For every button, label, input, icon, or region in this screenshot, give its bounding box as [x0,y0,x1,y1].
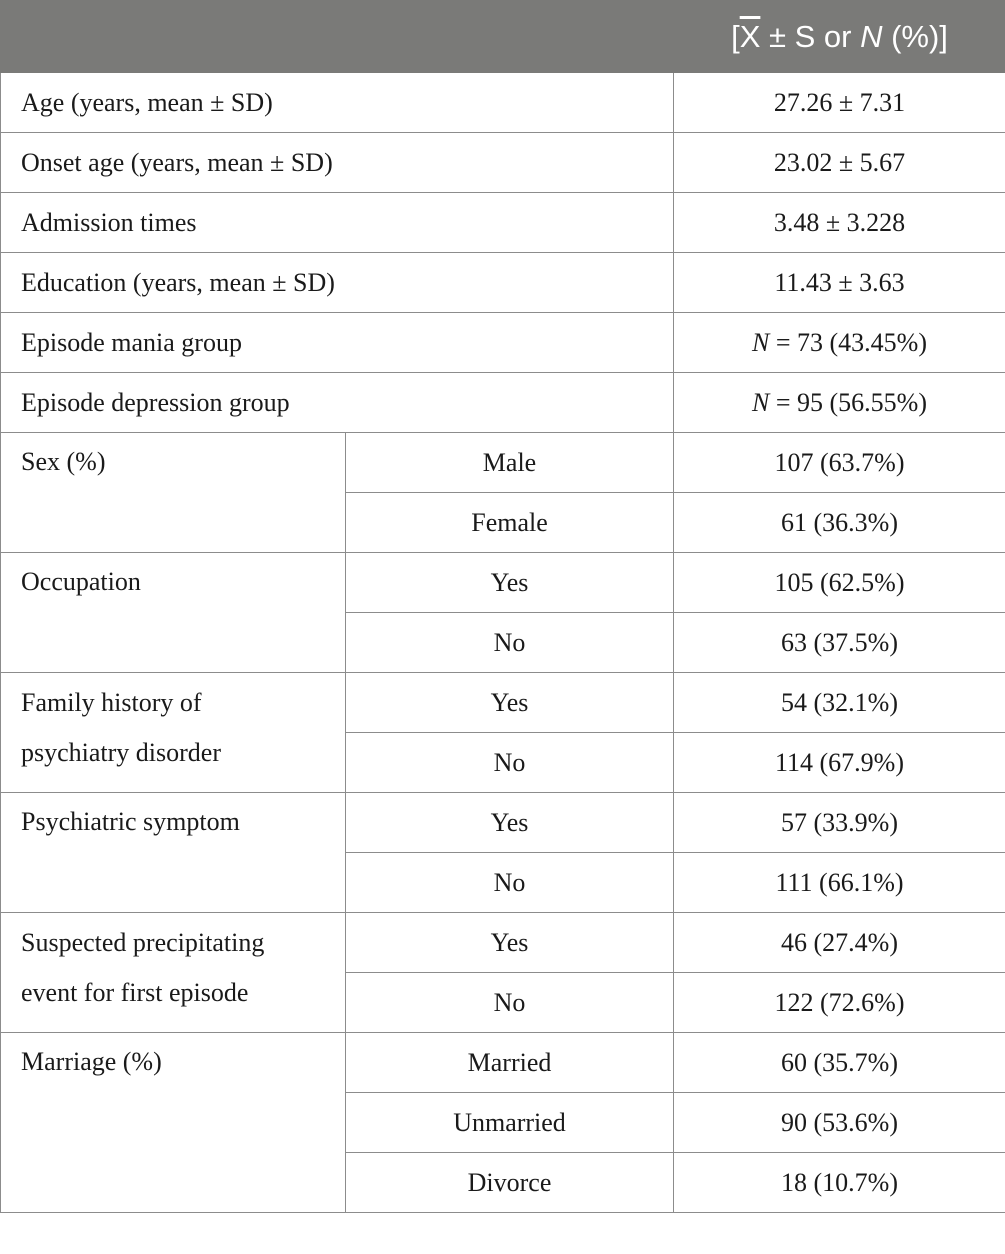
row-value: 57 (33.9%) [674,793,1005,853]
table-row [1,553,1005,613]
n-symbol: N [752,327,770,357]
row-label: Onset age (years, mean ± SD) [1,133,674,193]
row-value: 61 (36.3%) [674,493,1005,553]
row-value: 46 (27.4%) [674,913,1005,973]
sub-label: Unmarried [346,1093,674,1153]
group-label: Marriage (%) [1,1033,346,1213]
group-label: Suspected precipitating event for first episode [1,913,346,1033]
table-row [1,913,1005,973]
row-label: Episode mania group [1,313,674,373]
row-value: 11.43 ± 3.63 [674,253,1005,313]
row-label: Episode depression group [1,373,674,433]
table-row [1,133,1005,193]
table-row [1,673,1005,733]
group-label: Sex (%) [1,433,346,553]
sub-label: Yes [346,793,674,853]
row-value: 122 (72.6%) [674,973,1005,1033]
table-row [1,433,1005,493]
row-value: 90 (53.6%) [674,1093,1005,1153]
row-value: 23.02 ± 5.67 [674,133,1005,193]
row-value: 54 (32.1%) [674,673,1005,733]
header-stat-label: [$\overline{X} \pm S$ or N (%)] [674,1,1005,73]
row-value: N = 95 (56.55%) [674,373,1005,433]
header-row [1,1,1005,73]
sub-label: No [346,973,674,1033]
row-value: 105 (62.5%) [674,553,1005,613]
row-value: 18 (10.7%) [674,1153,1005,1213]
table-row [1,73,1005,133]
row-value: 60 (35.7%) [674,1033,1005,1093]
sub-label: Yes [346,913,674,973]
sub-label: Married [346,1033,674,1093]
row-value: N = 73 (43.45%) [674,313,1005,373]
table-row [1,193,1005,253]
sub-label: No [346,853,674,913]
row-value: 63 (37.5%) [674,613,1005,673]
n-symbol: N [752,387,770,417]
group-label: Psychiatric symptom [1,793,346,913]
sub-label: No [346,733,674,793]
table-row [1,1033,1005,1093]
sub-label: Yes [346,673,674,733]
sub-label: Male [346,433,674,493]
group-label: Occupation [1,553,346,673]
table-row [1,313,1005,373]
row-label: Education (years, mean ± SD) [1,253,674,313]
row-value: 111 (66.1%) [674,853,1005,913]
row-value: 114 (67.9%) [674,733,1005,793]
row-value: 3.48 ± 3.228 [674,193,1005,253]
sub-label: Yes [346,553,674,613]
table-row [1,253,1005,313]
header-blank [1,1,674,73]
row-label: Admission times [1,193,674,253]
table-row [1,793,1005,853]
row-label: Age (years, mean ± SD) [1,73,674,133]
row-value: 107 (63.7%) [674,433,1005,493]
row-value: 27.26 ± 7.31 [674,73,1005,133]
group-label: Family history of psychiatry disorder [1,673,346,793]
sub-label: No [346,613,674,673]
sub-label: Divorce [346,1153,674,1213]
table-row [1,373,1005,433]
sub-label: Female [346,493,674,553]
